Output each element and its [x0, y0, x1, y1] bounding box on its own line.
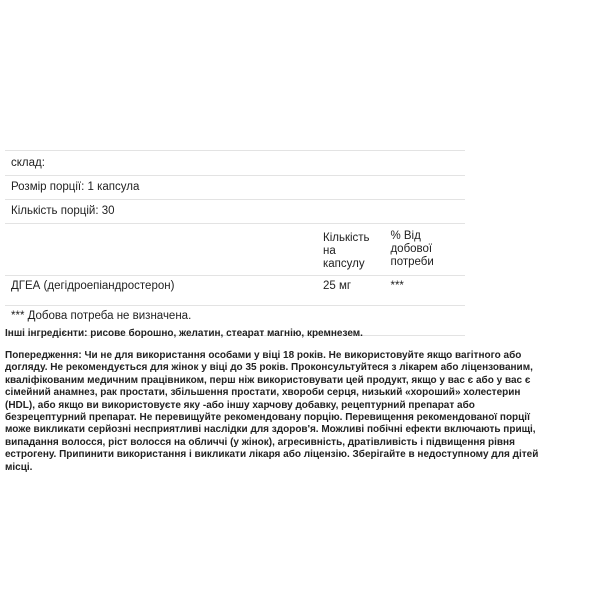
composition-row — [5, 151, 465, 176]
table-header-row — [5, 224, 465, 276]
servings-per-container-row — [5, 200, 465, 224]
serving-size: Розмір порції: 1 капсула — [5, 176, 465, 200]
amount-per-serving-header: Кількість на капсулу — [317, 224, 384, 276]
composition-label: склад: — [5, 151, 465, 176]
daily-value-header: % Від добової потреби — [384, 224, 465, 276]
header-empty-cell — [5, 224, 317, 276]
table-row — [5, 276, 465, 306]
ingredient-amount: 25 мг — [317, 276, 384, 306]
servings-per-container: Кількість порцій: 30 — [5, 200, 465, 224]
other-ingredients: Інші інгредієнти: рисове борошно, желатин, стеарат магнію, кремнезем. — [5, 328, 363, 339]
ingredient-daily-value: *** — [384, 276, 465, 306]
serving-size-row — [5, 176, 465, 200]
supplement-facts-table — [5, 150, 465, 336]
warning-text: Попередження: Чи не для використання особами у віці 18 років. Не використовуйте якщо вагітного або догляду. Не рекомендується для жінок у віці до 35 років. Проконсультуйтеся з лікарем або ліцензованим, кваліфікованим медичним працівником, перш ніж використовувати цей продукт, якщо у вас є або у вас є сімейний анамнез, рак простати, збільшення простати, хвороби серця, низький «хороший» холестерин (HDL), або якщо ви використовуєте яку -або іншу харчову добавку, рецептурний препарат або безрецептурний препарат. Не перевищуйте рекомендовану порцію. Перевищення рекомендованої порції може викликати серйозні несприятливі наслідки для здоров'я. Можливі побічні ефекти включають прищі, випадання волосся, ріст волосся на обличчі (у жінок), агресивність, дратівливість і підвищення рівня естрогену. Припинити використання і викликати лікаря або ліцензію. Зберігайте в недоступному для дітей місці. — [5, 350, 539, 473]
ingredient-name: ДГЕА (дегідроепіандростерон) — [5, 276, 317, 306]
daily-value-footnote: *** Добова потреба не визначена. — [5, 306, 465, 336]
